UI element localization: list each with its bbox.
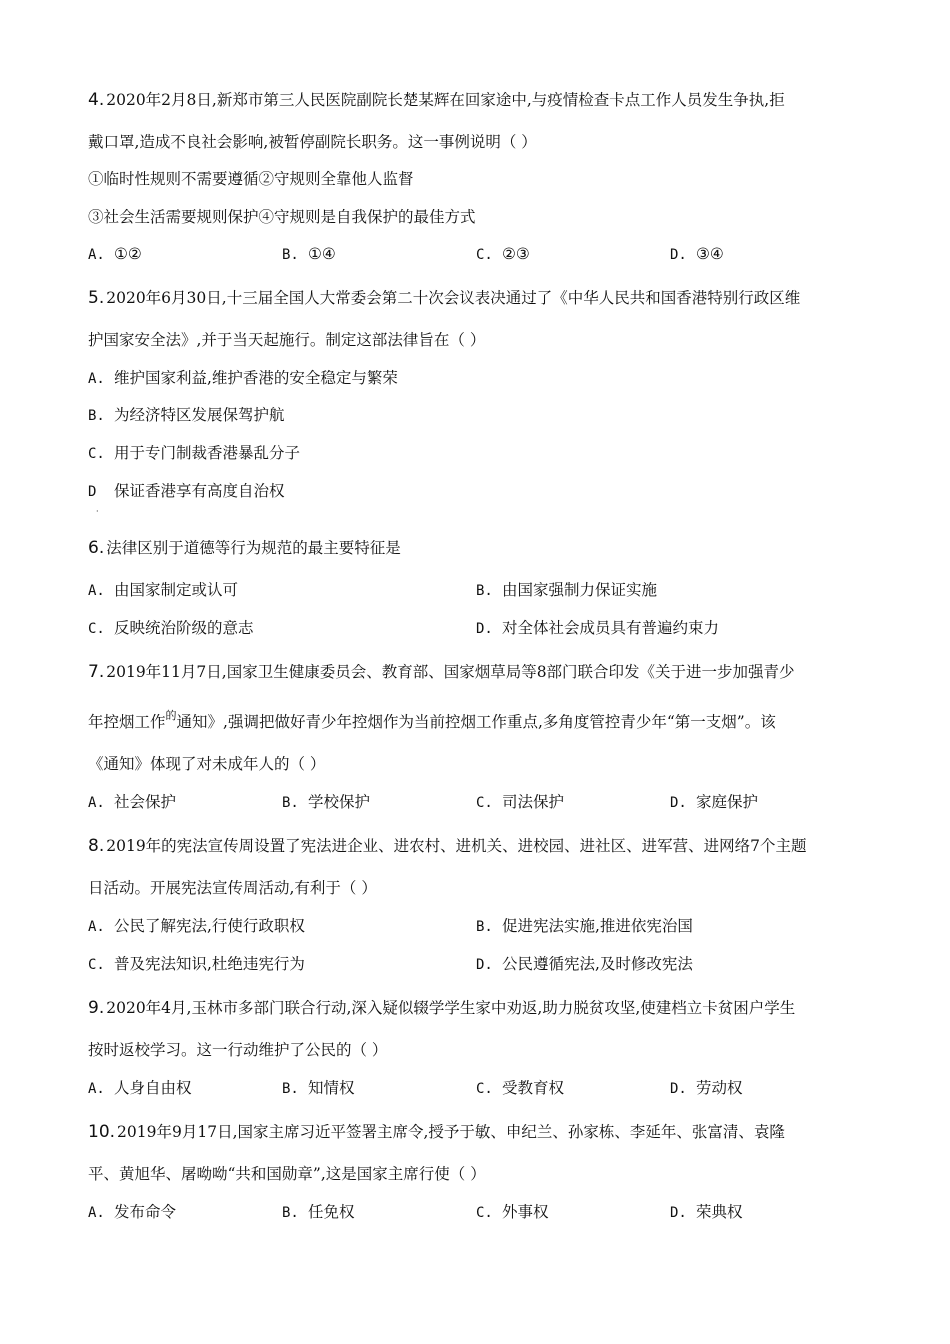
q8-stem-line-2: 日活动。开展宪法宣传周活动,有利于（ ） <box>88 879 377 897</box>
q10-stem-line-1: 10. 2019年9月17日,国家主席习近平签署主席令,授予于敏、申纪兰、孙家栋、李延年、张富清、袁隆 <box>88 1122 785 1142</box>
q8-stem-line-1: 8. 2019年的宪法宣传周设置了宪法进企业、进农村、进机关、进校园、进社区、进军营、进网络7个主题 <box>88 836 807 856</box>
q7-option-b[interactable]: B. 学校保护 <box>282 793 371 811</box>
q10-option-b[interactable]: B. 任免权 <box>282 1203 355 1221</box>
q5-option-c[interactable]: C. 用于专门制裁香港暴乱分子 <box>88 444 301 462</box>
q7-option-c[interactable]: C. 司法保护 <box>476 793 565 811</box>
q4-option-d[interactable]: D. ③④ <box>670 245 724 263</box>
q7-option-a[interactable]: A. 社会保护 <box>88 793 177 811</box>
q10-option-a[interactable]: A. 发布命令 <box>88 1203 177 1221</box>
q6-stem-line-1: 6. 法律区别于道德等行为规范的最主要特征是 <box>88 538 401 558</box>
q10-option-c[interactable]: C. 外事权 <box>476 1203 549 1221</box>
q4-statements-1: ①临时性规则不需要遵循②守规则全靠他人监督 <box>88 170 414 188</box>
q10-option-d[interactable]: D. 荣典权 <box>670 1203 743 1221</box>
q9-option-b[interactable]: B. 知情权 <box>282 1079 355 1097</box>
q7-stem-line-2: 年控烟工作$^的$通知》,强调把做好青少年控烟作为当前控烟工作重点,多角度管控青少年“第一支烟”。该 <box>88 709 776 731</box>
q9-option-d[interactable]: D. 劳动权 <box>670 1079 743 1097</box>
q5-number: 5. <box>88 288 105 308</box>
q9-option-c[interactable]: C. 受教育权 <box>476 1079 565 1097</box>
q5-option-b[interactable]: B. 为经济特区发展保驾护航 <box>88 406 285 424</box>
q6-option-b[interactable]: B. 由国家强制力保证实施 <box>476 581 658 599</box>
q8-option-a[interactable]: A. 公民了解宪法,行使行政职权 <box>88 917 305 935</box>
q7-stem-line-3: 《通知》体现了对未成年人的（ ） <box>88 755 326 773</box>
q8-option-c[interactable]: C. 普及宪法知识,杜绝违宪行为 <box>88 955 305 973</box>
q4-stem-line-1: 4. 2020年2月8日,新郑市第三人民医院副院长楚某辉在回家途中,与疫情检查卡点工作人员发生争执,拒 <box>88 90 785 110</box>
q5-stem-line-1: 5. 2020年6月30日,十三届全国人大常委会第二十次会议表决通过了《中华人民共和国香港特别行政区维 <box>88 288 801 308</box>
q10-stem-line-2: 平、黄旭华、屠呦呦“共和国勋章”,这是国家主席行使（ ） <box>88 1165 486 1183</box>
q8-option-d[interactable]: D. 公民遵循宪法,及时修改宪法 <box>476 955 693 973</box>
q5-option-a[interactable]: A. 维护国家利益,维护香港的安全稳定与繁荣 <box>88 369 398 387</box>
q4-statements-2: ③社会生活需要规则保护④守规则是自我保护的最佳方式 <box>88 208 476 226</box>
q9-stem-line-1: 9. 2020年4月,玉林市多部门联合行动,深入疑似辍学学生家中劝返,助力脱贫攻坚,使建档立卡贫困户学生 <box>88 998 796 1018</box>
q5-option-d[interactable]: D 保证香港享有高度自治权 <box>88 482 285 500</box>
q4-option-c[interactable]: C. ②③ <box>476 245 530 263</box>
q9-number: 9. <box>88 998 105 1018</box>
q4-option-b[interactable]: B. ①④ <box>282 245 336 263</box>
q4-number: 4. <box>88 90 105 110</box>
q7-option-d[interactable]: D. 家庭保护 <box>670 793 759 811</box>
q4-stem-line-2: 戴口罩,造成不良社会影响,被暂停副院长职务。这一事例说明（ ） <box>88 133 537 151</box>
q6-option-c[interactable]: C. 反映统治阶级的意志 <box>88 619 254 637</box>
q6-option-d[interactable]: D. 对全体社会成员具有普遍约束力 <box>476 619 720 637</box>
q8-number: 8. <box>88 836 105 856</box>
q6-option-a[interactable]: A. 由国家制定或认可 <box>88 581 239 599</box>
q9-option-a[interactable]: A. 人身自由权 <box>88 1079 192 1097</box>
q6-number: 6. <box>88 538 105 558</box>
q9-stem-line-2: 按时返校学习。这一行动维护了公民的（ ） <box>88 1041 388 1059</box>
q5-stem-line-2: 护国家安全法》,并于当天起施行。制定这部法律旨在（ ） <box>88 331 486 349</box>
q4-option-a[interactable]: A. ①② <box>88 245 142 263</box>
stray-dot: · <box>96 507 99 516</box>
q7-stem-line-1: 7. 2019年11月7日,国家卫生健康委员会、教育部、国家烟草局等8部门联合印发《关于进一步加强青少 <box>88 662 795 682</box>
q8-option-b[interactable]: B. 促进宪法实施,推进依宪治国 <box>476 917 693 935</box>
q10-number: 10. <box>88 1122 116 1142</box>
q7-number: 7. <box>88 662 105 682</box>
